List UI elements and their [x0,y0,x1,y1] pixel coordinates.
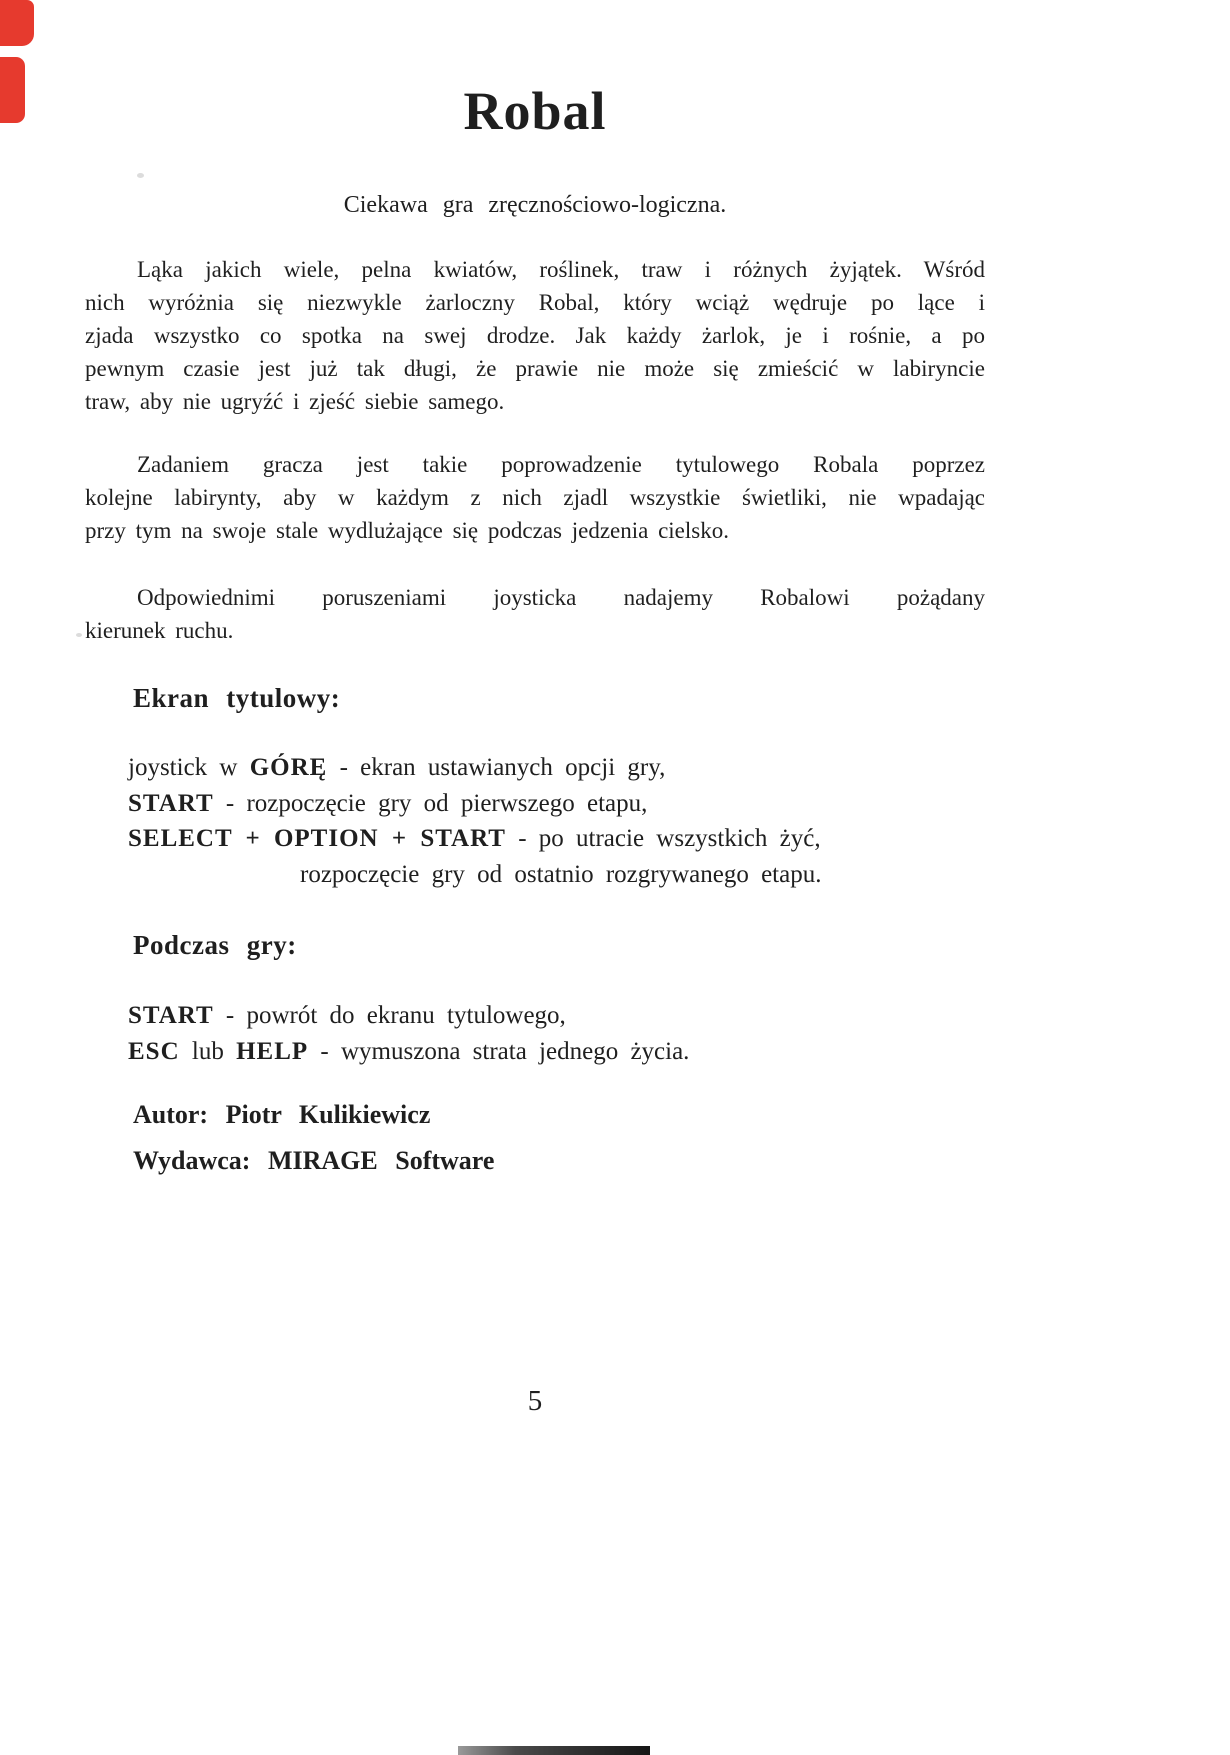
text-line: nich wyróżnia się niezwykle żarloczny Robal, który wciąż wędruje po lące i [85,290,985,315]
text-line: zjada wszystko co spotka na swej drodze. Jak każdy żarlok, je i rośnie, a po [85,323,985,348]
text-line: pewnym czasie jest już tak długi, że prawie nie może się zmieścić w labiryncie [85,356,985,381]
command-line [128,786,1088,822]
title-screen-commands [128,750,1088,892]
key-label-help: HELP [236,1037,309,1065]
scan-speck [137,173,144,178]
publisher-line: Wydawca: MIRAGE Software [133,1146,495,1175]
command-text: - powrót do ekranu tytulowego, [213,1002,566,1029]
key-label-start: START [128,1002,214,1029]
command-line-continuation: rozpoczęcie gry od ostatnio rozgrywanego etapu. [300,860,822,888]
paragraph-controls [85,581,985,647]
text-line: Ląka jakich wiele, pelna kwiatów, roślinek, traw i różnych żyjątek. Wśród [137,257,985,282]
command-line [128,750,1088,786]
author-line: Autor: Piotr Kulikiewicz [133,1100,431,1129]
text-line: kolejne labirynty, aby w każdym z nich zjadl wszystkie świetliki, nie wpadając [85,485,985,510]
in-game-commands [128,998,1088,1069]
command-text: - rozpoczęcie gry od pierwszego etapu, [213,789,648,817]
page-title: Robal [463,81,607,141]
command-line [128,821,1088,857]
heading-title-screen: Ekran tytulowy: [133,683,341,713]
command-line [128,998,1088,1034]
text-line: kierunek ruchu. [85,618,234,643]
text-line: Odpowiednimi poruszeniami joysticka nadajemy Robalowi pożądany [137,585,985,610]
key-label-start: START [128,789,214,817]
command-text: joystick w [128,754,250,781]
command-text: - wymuszona strata jednego życia. [308,1037,690,1065]
text-line: przy tym na swoje stale wydlużające się podczas jedzenia cielsko. [85,518,729,543]
command-line [128,1034,1088,1070]
scan-speck [76,633,82,637]
paragraph-intro [85,253,985,418]
key-label-gore: GÓRĘ [249,754,328,781]
command-text: lub [179,1037,237,1065]
key-label-esc: ESC [128,1037,180,1065]
paragraph-goal [85,448,985,547]
text-line: traw, aby nie ugryźć i zjeść siebie samego. [85,389,505,414]
command-text: - ekran ustawianych opcji gry, [327,754,666,781]
key-label-select-option-start: SELECT + OPTION + START [128,825,506,852]
scan-edge-bar [458,1746,650,1755]
text-line: Zadaniem gracza jest takie poprowadzenie tytulowego Robala poprzez [137,452,985,477]
heading-in-game: Podczas gry: [133,930,297,960]
page-number: 5 [527,1385,543,1417]
red-ink-mark-top [0,0,34,46]
subtitle: Ciekawa gra zręcznościowo-logiczna. [343,192,727,218]
command-text: - po utracie wszystkich żyć, [505,825,821,852]
red-ink-mark-bottom [0,57,25,123]
